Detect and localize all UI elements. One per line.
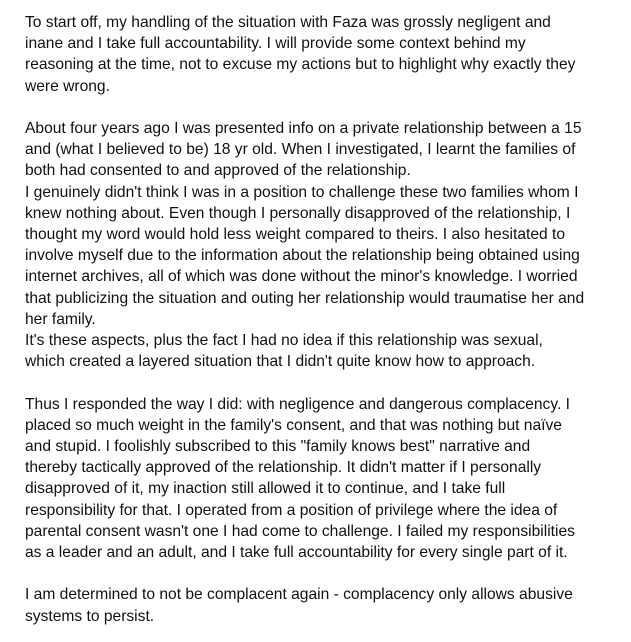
text-line: internet archives, all of which was done without the minor's knowledge. I worried bbox=[25, 268, 578, 286]
text-line: thought my word would hold less weight compared to theirs. I also hesitated to bbox=[25, 226, 566, 244]
text-line: her family. bbox=[25, 310, 96, 328]
text-line: I genuinely didn't think I was in a position to challenge these two families whom I bbox=[25, 183, 579, 201]
text-line: as a leader and an adult, and I take full accountability for every single part of it. bbox=[25, 544, 568, 562]
text-line: It's these aspects, plus the fact I had no idea if this relationship was sexual, bbox=[25, 332, 543, 350]
text-line: thereby tactically approved of the relationship. It didn't matter if I personally bbox=[25, 459, 542, 477]
text-line: and stupid. I foolishly subscribed to this "family knows best" narrative and bbox=[25, 438, 531, 456]
text-line: inane and I take full accountability. I will provide some context behind my bbox=[25, 35, 526, 53]
paragraph-3 bbox=[25, 394, 625, 564]
text-line: knew nothing about. Even though I personally disapproved of the relationship, I bbox=[25, 204, 571, 222]
paragraph-2 bbox=[25, 118, 625, 372]
text-line: both had consented to and approved of the relationship. bbox=[25, 162, 411, 180]
text-line: and (what I believed to be) 18 yr old. When I investigated, I learnt the families of bbox=[25, 141, 576, 159]
text-line: systems to persist. bbox=[25, 607, 155, 625]
statement-document bbox=[25, 12, 625, 627]
text-line: which created a layered situation that I didn't quite know how to approach. bbox=[25, 353, 536, 371]
text-line: that publicizing the situation and outing her relationship would traumatise her and bbox=[25, 289, 585, 307]
text-line: reasoning at the time, not to excuse my actions but to highlight why exactly they bbox=[25, 56, 576, 74]
text-line: Thus I responded the way I did: with negligence and dangerous complacency. I bbox=[25, 395, 570, 413]
text-line: About four years ago I was presented info on a private relationship between a 15 bbox=[25, 120, 582, 137]
text-line: involve myself due to the information about the relationship being obtained using bbox=[25, 247, 580, 265]
text-line: I am determined to not be complacent again - complacency only allows abusive bbox=[25, 586, 573, 604]
text-line: responsibility for that. I operated from a position of privilege where the idea of bbox=[25, 501, 558, 519]
paragraph-4 bbox=[25, 584, 625, 626]
text-line: were wrong. bbox=[25, 77, 110, 95]
text-line: disapproved of it, my inaction still allowed it to continue, and I take full bbox=[25, 480, 506, 498]
text-line: placed so much weight in the family's consent, and that was nothing but naïve bbox=[25, 416, 562, 434]
text-line: To start off, my handling of the situation with Faza was grossly negligent and bbox=[25, 14, 551, 31]
paragraph-1 bbox=[25, 12, 625, 97]
text-line: parental consent wasn't one I had come to challenge. I failed my responsibilities bbox=[25, 522, 575, 540]
